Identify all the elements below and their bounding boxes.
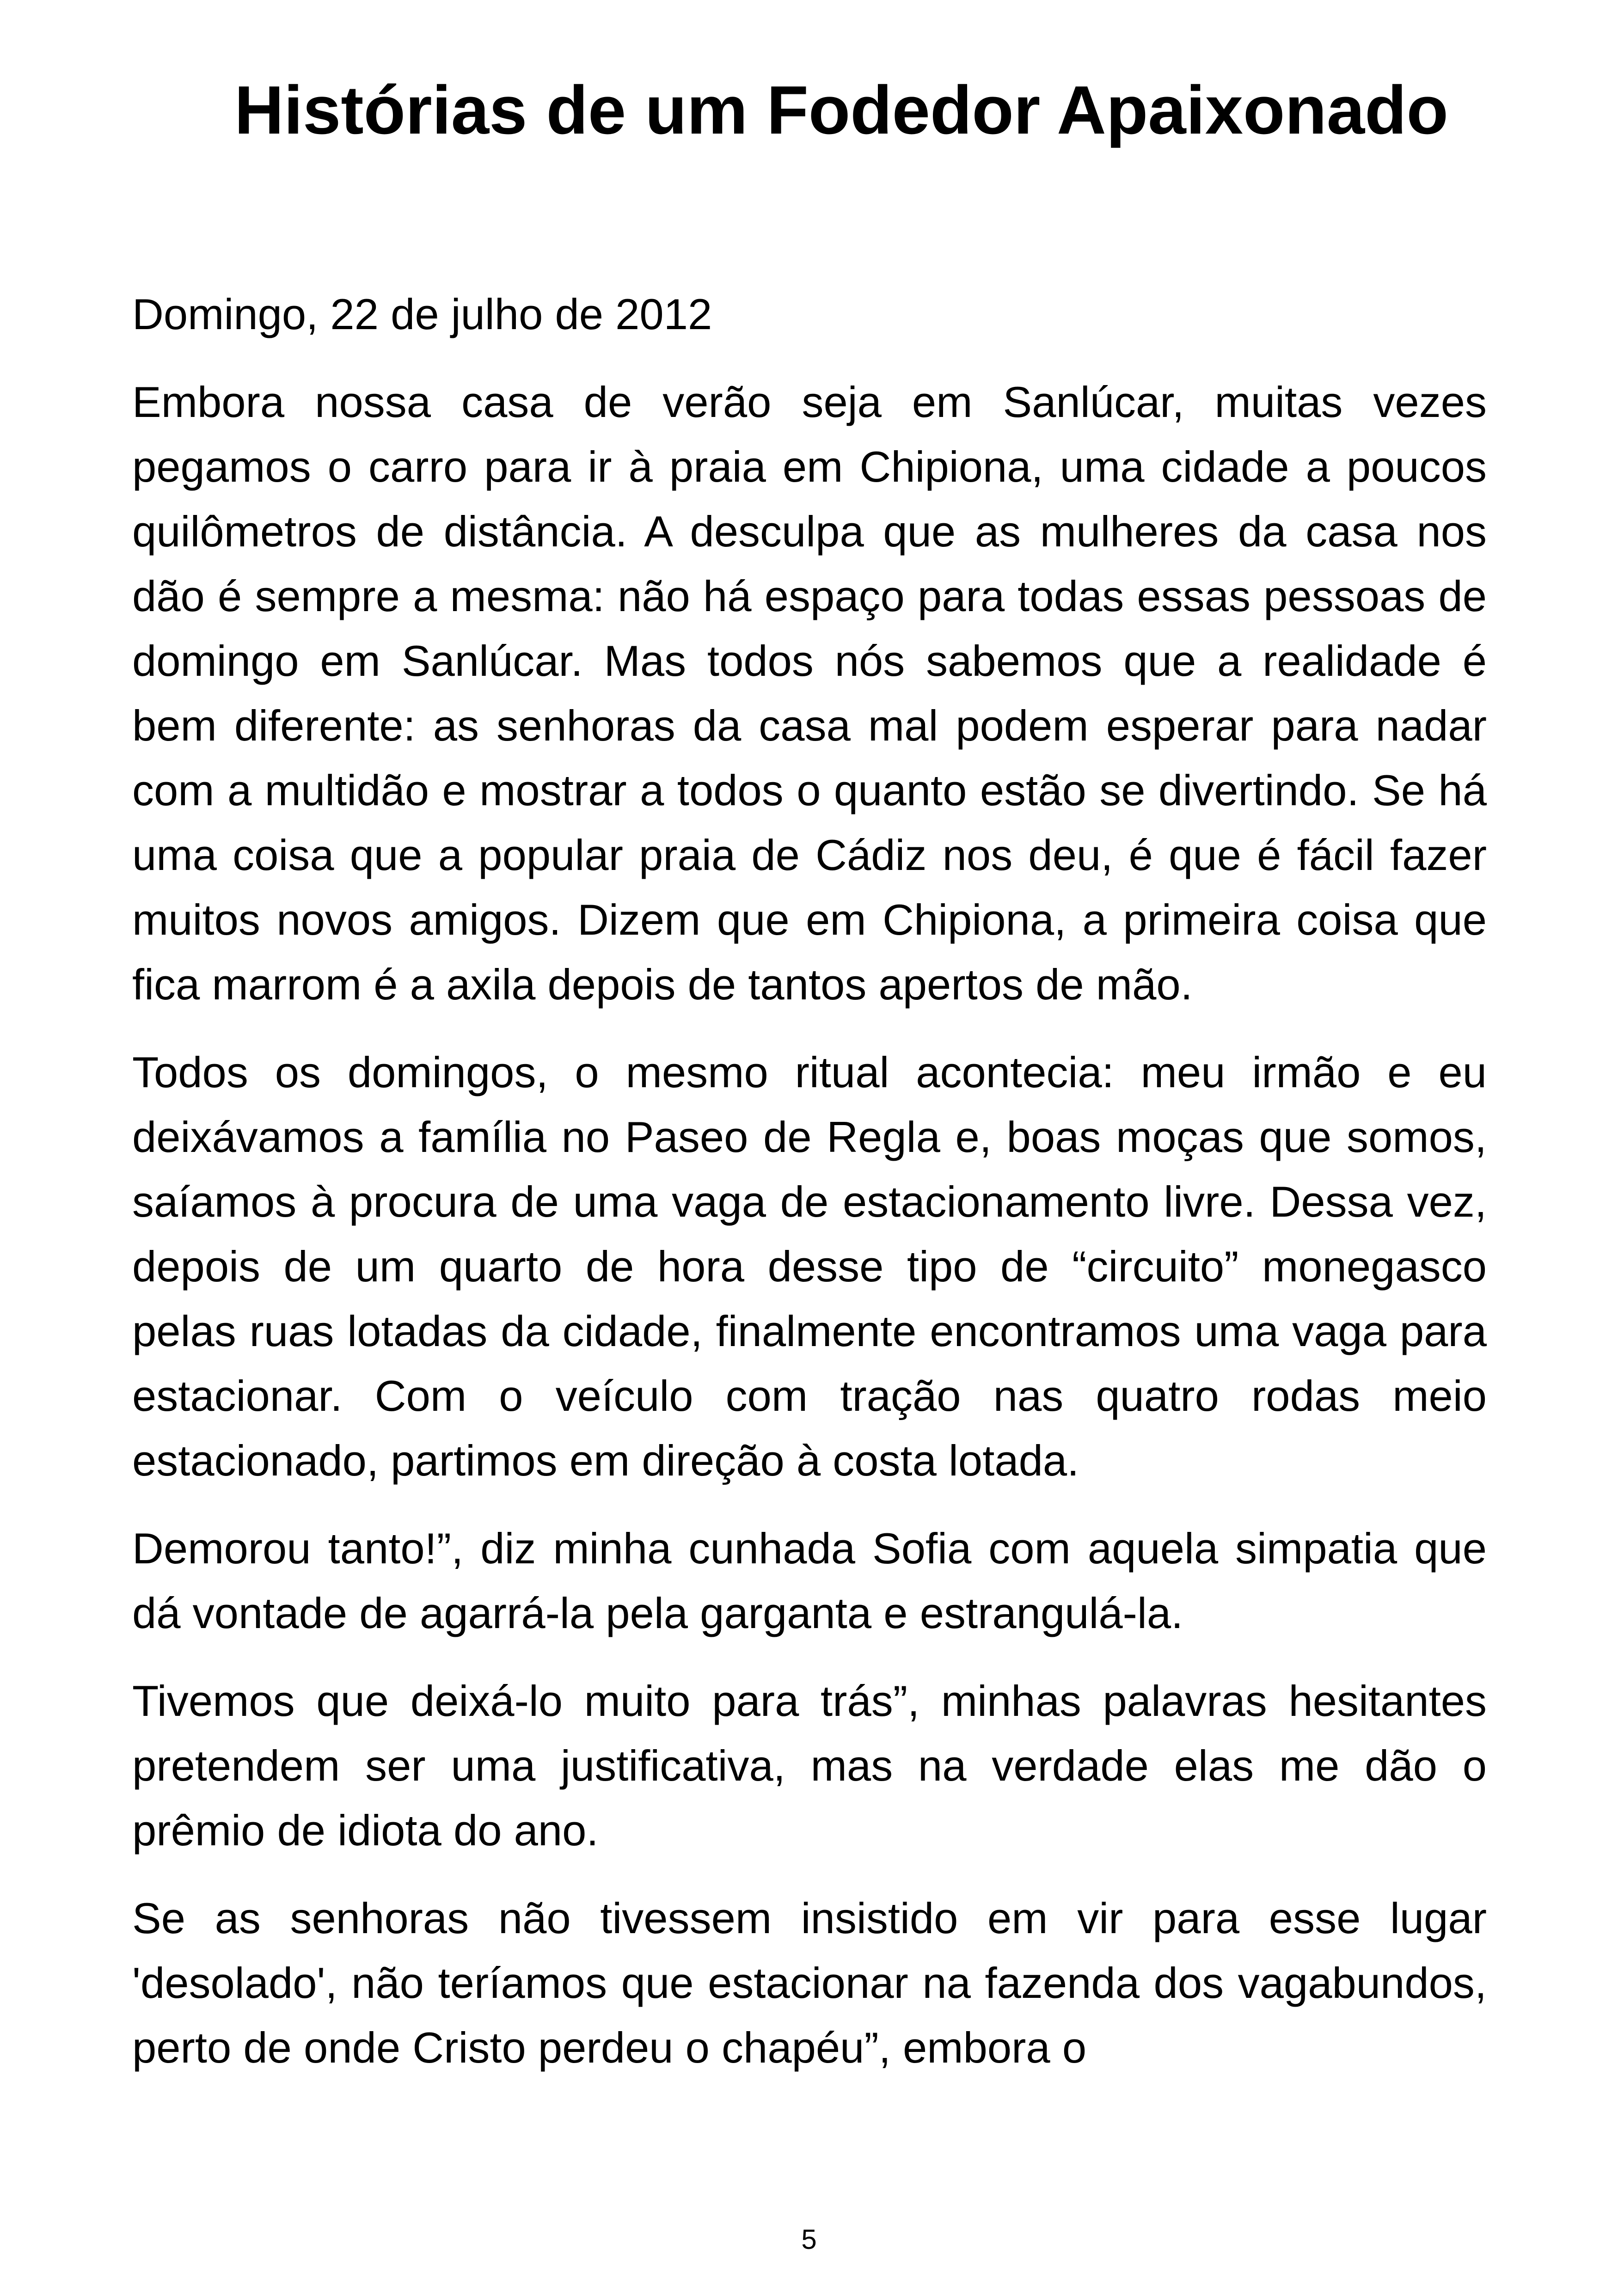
paragraph-4: Tivemos que deixá-lo muito para trás”, minhas palavras hesitantes pretendem ser uma justificativa, mas na verdade elas me dão o prêmio de idiota do ano. (132, 1677, 1487, 1855)
paragraph-5: Se as senhoras não tivessem insistido em vir para esse lugar 'desolado', não teríamos que estacionar na fazenda dos vagabundos, perto de onde Cristo perdeu o chapéu”, embora o (132, 1894, 1487, 2072)
page-number: 5 (801, 2224, 817, 2255)
page-title: Histórias de um Fodedor Apaixonado (234, 72, 1448, 148)
paragraph-1: Embora nossa casa de verão seja em Sanlúcar, muitas vezes pegamos o carro para ir à praia em Chipiona, uma cidade a poucos quilômetros de distância. A desculpa que as mulheres da casa nos dão é sempre a mesma: não há espaço para todas essas pessoas de domingo em Sanlúcar. Mas todos nós sabemos que a realidade é bem diferente: as senhoras da casa mal podem esperar para nadar com a multidão e mostrar a todos o quanto estão se divertindo. Se há uma coisa que a popular praia de Cádiz nos deu, é que é fácil fazer muitos novos amigos. Dizem que em Chipiona, a primeira coisa que fica marrom é a axila depois de tantos apertos de mão. (132, 378, 1487, 1009)
paragraph-2: Todos os domingos, o mesmo ritual acontecia: meu irmão e eu deixávamos a família no Paseo de Regla e, boas moças que somos, saíamos à procura de uma vaga de estacionamento livre. Dessa vez, depois de um quarto de hora desse tipo de “circuito” monegasco pelas ruas lotadas da cidade, finalmente encontramos uma vaga para estacionar. Com o veículo com tração nas quatro rodas meio estacionado, partimos em direção à costa lotada. (132, 1048, 1487, 1485)
document-body (132, 282, 1487, 2103)
paragraph-3: Demorou tanto!”, diz minha cunhada Sofia com aquela simpatia que dá vontade de agarrá-la pela garganta e estrangulá-la. (132, 1524, 1487, 1637)
entry-date: Domingo, 22 de julho de 2012 (132, 290, 712, 338)
